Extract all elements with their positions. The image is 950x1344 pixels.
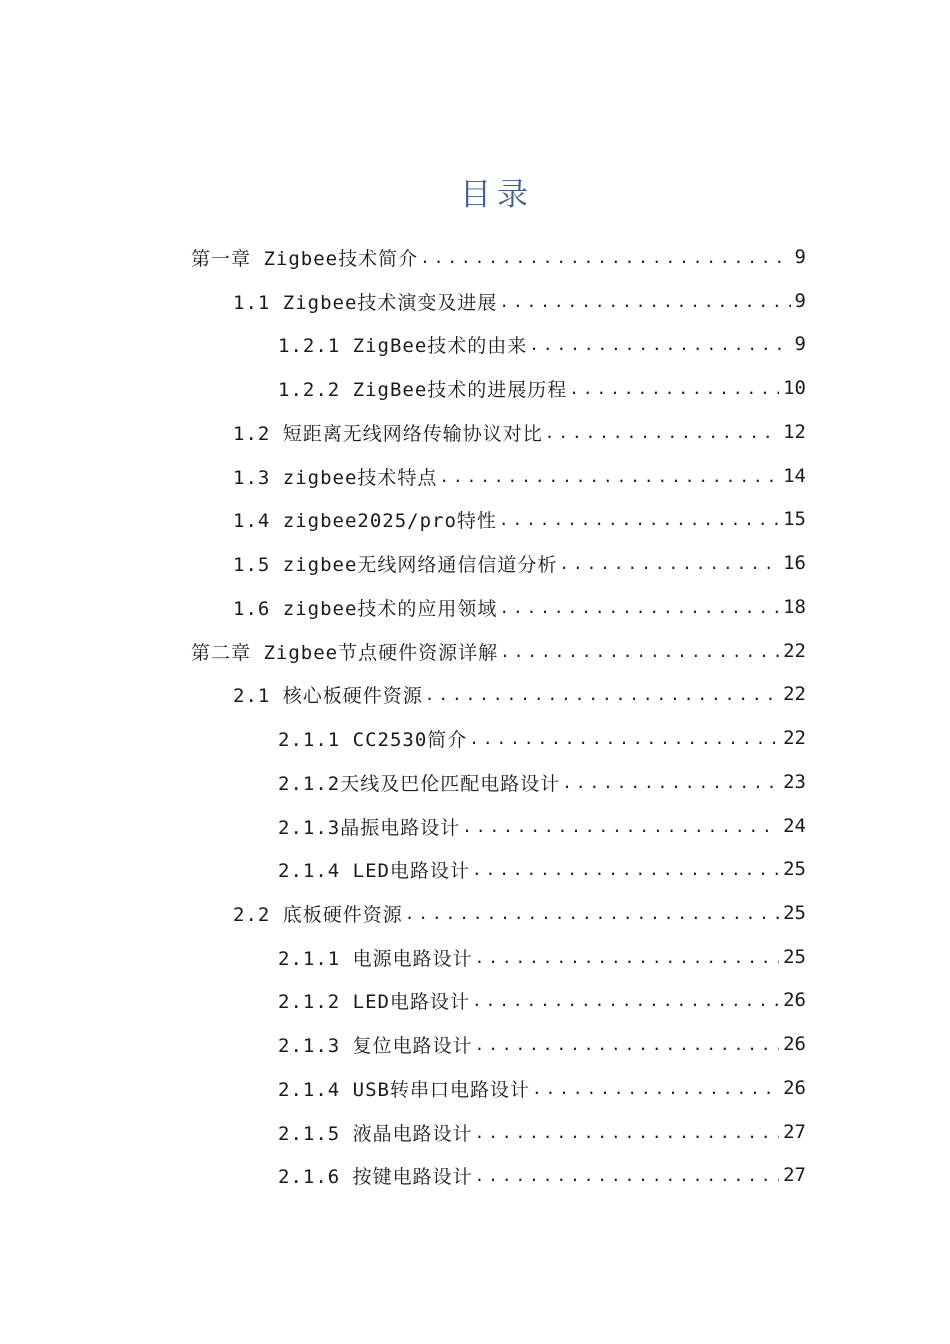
toc-entry[interactable] (278, 978, 806, 1022)
toc-entry-page: 22 (783, 640, 806, 662)
dot-leader (499, 597, 779, 617)
toc-entry[interactable] (191, 235, 806, 279)
dot-leader (562, 772, 779, 792)
toc-entry-page: 25 (783, 858, 806, 880)
toc-entry[interactable] (233, 497, 806, 541)
dot-leader (469, 728, 779, 748)
toc-entry-text: 第二章 Zigbee节点硬件资源详解 (191, 641, 499, 664)
toc-entry-text: 2.1 核心板硬件资源 (233, 684, 423, 707)
toc-entry-text: 2.2 底板硬件资源 (233, 903, 403, 926)
toc-entry[interactable] (233, 279, 806, 323)
toc-entry-text: 1.5 zigbee无线网络通信信道分析 (233, 553, 558, 576)
toc-entry-page: 26 (783, 1033, 806, 1055)
toc-entry-page: 27 (783, 1121, 806, 1143)
dot-leader (545, 422, 779, 442)
toc-entry[interactable] (233, 672, 806, 716)
toc-entry-page: 16 (783, 552, 806, 574)
toc-entry-text: 2.1.2天线及巴伦匹配电路设计 (278, 772, 561, 795)
toc-entry-page: 25 (783, 902, 806, 924)
toc-entry[interactable] (278, 804, 806, 848)
dot-leader (425, 684, 779, 704)
dot-leader (472, 990, 779, 1010)
toc-entry[interactable] (233, 454, 806, 498)
toc-entry-text: 2.1.4 LED电路设计 (278, 859, 470, 882)
toc-entry-page: 26 (783, 989, 806, 1011)
toc-entry[interactable] (278, 322, 806, 366)
dot-leader (475, 1165, 779, 1185)
toc-entry[interactable] (278, 366, 806, 410)
toc-entry-page: 26 (783, 1077, 806, 1099)
toc-entry-text: 第一章 Zigbee技术简介 (191, 247, 419, 270)
toc-entry[interactable] (278, 935, 806, 979)
toc-entry[interactable] (278, 1153, 806, 1197)
toc-entry-page: 25 (783, 946, 806, 968)
toc-entry-page: 9 (794, 333, 806, 355)
dot-leader (405, 903, 779, 923)
dot-leader (475, 1034, 779, 1054)
toc-entry-text: 2.1.4 USB转串口电路设计 (278, 1078, 530, 1101)
toc-entry-page: 22 (783, 683, 806, 705)
toc-entry-text: 1.6 zigbee技术的应用领域 (233, 597, 498, 620)
toc-entry-page: 14 (783, 465, 806, 487)
toc-entry-text: 1.1 Zigbee技术演变及进展 (233, 291, 498, 314)
toc-entry-text: 2.1.5 液晶电路设计 (278, 1122, 473, 1145)
toc-entry-text: 1.2 短距离无线网络传输协议对比 (233, 422, 543, 445)
toc-entry-text: 2.1.3 复位电路设计 (278, 1034, 473, 1057)
toc-entry[interactable] (278, 1110, 806, 1154)
toc-entry[interactable] (278, 1022, 806, 1066)
dot-leader (439, 466, 779, 486)
toc-entry-text: 2.1.1 电源电路设计 (278, 947, 473, 970)
dot-leader (499, 509, 779, 529)
toc-entry-text: 1.2.2 ZigBee技术的进展历程 (278, 378, 568, 401)
dot-leader (472, 859, 779, 879)
toc-entry[interactable] (278, 847, 806, 891)
toc-entry-page: 10 (783, 377, 806, 399)
toc-entry-page: 24 (783, 815, 806, 837)
toc-entry[interactable] (191, 629, 806, 673)
toc-entry-page: 12 (783, 421, 806, 443)
dot-leader (499, 291, 790, 311)
dot-leader (475, 1122, 779, 1142)
dot-leader (462, 816, 779, 836)
toc-entry-page: 9 (794, 290, 806, 312)
toc-entry-text: 2.1.6 按键电路设计 (278, 1165, 473, 1188)
toc-entry[interactable] (233, 541, 806, 585)
toc-entry-text: 1.4 zigbee2025/pro特性 (233, 509, 497, 532)
toc-entry-page: 27 (783, 1164, 806, 1186)
dot-leader (532, 1078, 779, 1098)
toc-entry[interactable] (233, 410, 806, 454)
toc-entry-text: 2.1.2 LED电路设计 (278, 990, 470, 1013)
toc-entry-page: 15 (783, 508, 806, 530)
dot-leader (529, 334, 790, 354)
toc-entry-text: 2.1.1 CC2530简介 (278, 728, 468, 751)
toc-entry[interactable] (278, 716, 806, 760)
toc-entry-text: 1.3 zigbee技术特点 (233, 466, 438, 489)
toc-entry-page: 22 (783, 727, 806, 749)
toc-entry-text: 2.1.3晶振电路设计 (278, 816, 461, 839)
toc-entry[interactable] (278, 760, 806, 804)
toc-entry[interactable] (233, 585, 806, 629)
toc-title: 目录 (460, 177, 534, 213)
dot-leader (559, 553, 779, 573)
toc-entry-page: 9 (794, 246, 806, 268)
dot-leader (420, 247, 790, 267)
dot-leader (475, 947, 779, 967)
toc-entry[interactable] (278, 1066, 806, 1110)
toc-entry[interactable] (233, 891, 806, 935)
toc-entry-page: 23 (783, 771, 806, 793)
toc-entry-text: 1.2.1 ZigBee技术的由来 (278, 334, 528, 357)
toc-entry-page: 18 (783, 596, 806, 618)
dot-leader (569, 378, 779, 398)
dot-leader (500, 641, 779, 661)
